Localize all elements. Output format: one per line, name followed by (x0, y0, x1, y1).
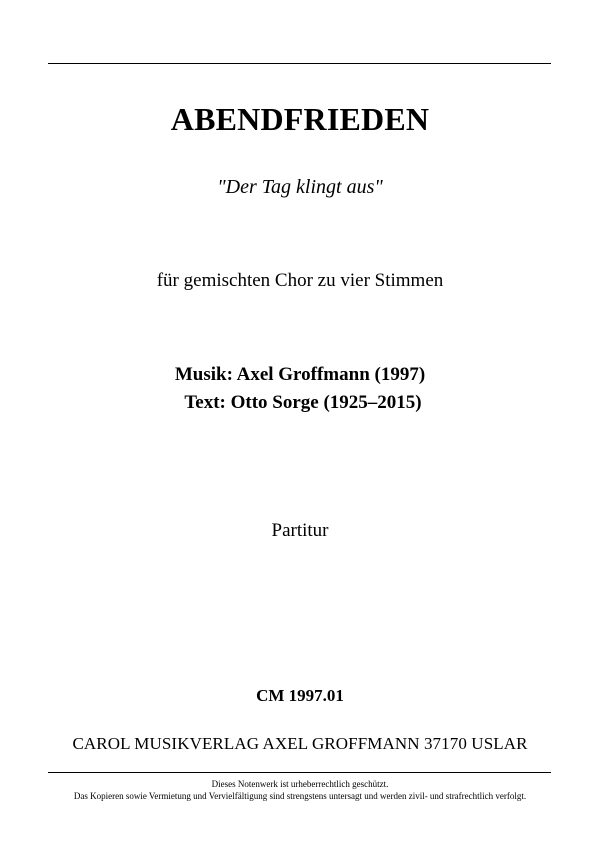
score-title: ABENDFRIEDEN (170, 101, 430, 137)
publisher-line: CAROL MUSIKVERLAG AXEL GROFFMANN 37170 USLAR (72, 734, 528, 753)
voicing-description: für gemischten Chor zu vier Stimmen (156, 270, 444, 291)
top-rule (48, 63, 551, 64)
copyright-notice-line-2: Das Kopieren sowie Vermietung und Vervielfältigung sind strengstens untersagt und werden zivil- und strafrechtlich verfolgt. (73, 791, 527, 801)
text-credit: Text: Otto Sorge (1925–2015) (184, 392, 422, 413)
copyright-notice-line-1: Dieses Notenwerk ist urheberrechtlich geschützt. (211, 779, 389, 789)
bottom-rule (48, 772, 551, 773)
score-subtitle: "Der Tag klingt aus" (217, 176, 383, 198)
music-credit: Musik: Axel Groffmann (1997) (174, 364, 426, 385)
edition-type: Partitur (271, 520, 329, 541)
catalog-number: CM 1997.01 (256, 686, 344, 705)
